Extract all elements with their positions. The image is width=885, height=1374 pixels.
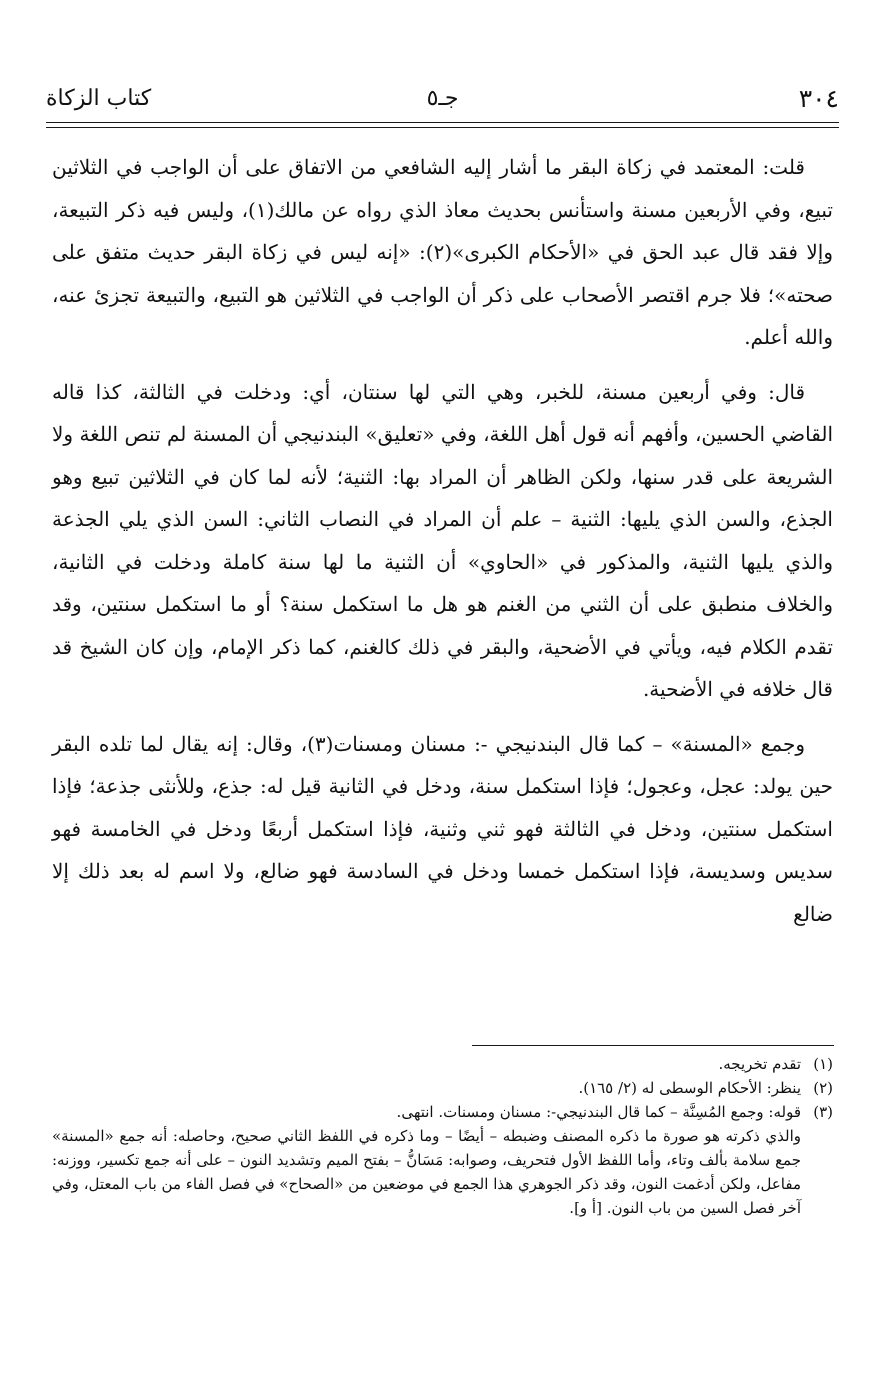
footnotes [52,1052,833,1220]
footnote-number: (٢) [813,1079,833,1097]
header-rule [46,122,839,123]
paragraph: وجمع «المسنة» – كما قال البندنيجي -: مسنان ومسنات(٣)، وقال: إنه يقال لما تلده البقر حين يولد: عجل، وعجول؛ فإذا استكمل سنة، ودخل في الثانية قيل له: جذع، وللأنثى جذعة؛ فإذا استكمل سنتين، ودخل في الثالثة فهو ثني وثنية، فإذا استكمل أربعًا ودخل في الخامسة فهو سديس وسديسة، فإذا استكمل خمسا ودخل في السادسة فهو ضالع، ولا اسم له بعد ذلك إلا ضالع [52,731,833,926]
paragraph: قلت: المعتمد في زكاة البقر ما أشار إليه الشافعي من الاتفاق على أن الواجب في الثلاثين تبيع، وفي الأربعين مسنة واستأنس بحديث معاذ الذي رواه عن مالك(١)، وليس فيه ذكر التبيعة، وإلا فقد قال عبد الحق في «الأحكام الكبرى»(٢): «إنه ليس في زكاة البقر حديث متفق على صحته»؛ فلا جرم اقتصر الأصحاب على ذكر أن الواجب في الثلاثين هو التبيع، والتبيعة تجزئ عنه، والله أعلم. [52,155,834,349]
footnote-text: ينظر: الأحكام الوسطى له (٢/ ١٦٥). [578,1079,801,1097]
page-number: ٣٠٤ [798,84,839,113]
volume-label: جـ٥ [426,86,459,111]
footnote-continuation: والذي ذكرته هو صورة ما ذكره المصنف وضبطه – أيضًا – وما ذكره في اللفظ الثاني صحيح، وحاصله: أنه جمع «المسنة» جمع سلامة بألف وتاء، وأما اللفظ الأول فتحريف، وصوابه: مَسَانُّ – بفتح الميم وتشديد النون – على أنه جمع تكسير، ووزنه: مفاعل، ولكن أدغمت النون، وقد ذكر الجوهري هذا الجمع في موضعين من «الصحاح» في فصل الفاء من باب المعتل، وفي آخر فصل السين من باب النون. [أ و]. [52,1127,801,1217]
running-header [46,80,839,120]
paragraph: قال: وفي أربعين مسنة، للخبر، وهي التي لها سنتان، أي: ودخلت في الثالثة، كذا قاله القاضي الحسين، وأفهم أنه قول أهل اللغة، وفي «تعليق» البندنيجي أن المسنة لم تنص اللغة ولا الشريعة على قدر سنها، ولكن الظاهر أن المراد بها: الثنية؛ لأنه لما كان في الثلاثين تبيع وهو الجذع، والسن الذي يليها: الثنية – علم أن المراد في النصاب الثاني: السن الذي يلي الجذعة والذي يليها الثنية، والمذكور في «الحاوي» أن الثنية ما لها سنة كاملة ودخلت في الثانية، والخلاف منطبق على أن الثني من الغنم هو هل ما استكمل سنة؟ أو ما استكمل سنتين، وقد تقدم الكلام فيه، ويأتي في الأضحية، والبقر في ذلك كالغنم، كما ذكر الإمام، وإن كان الشيخ قد قال خلافه في الأضحية. [52,379,833,701]
footnote [52,1052,833,1076]
footnote [52,1076,833,1100]
main-text [52,146,833,947]
header-rule-secondary [46,127,839,128]
footnote-text: قوله: وجمع المُسِنَّة – كما قال البندنيجي-: مسنان ومسنات. انتهى. [396,1103,801,1121]
footnote [52,1100,833,1124]
footnote-number: (٣) [813,1103,833,1121]
footnote-number: (١) [813,1055,833,1073]
book-title: كتاب الزكاة [46,86,152,111]
footnote-text: تقدم تخريجه. [718,1055,801,1073]
footnote-separator [472,1045,834,1046]
